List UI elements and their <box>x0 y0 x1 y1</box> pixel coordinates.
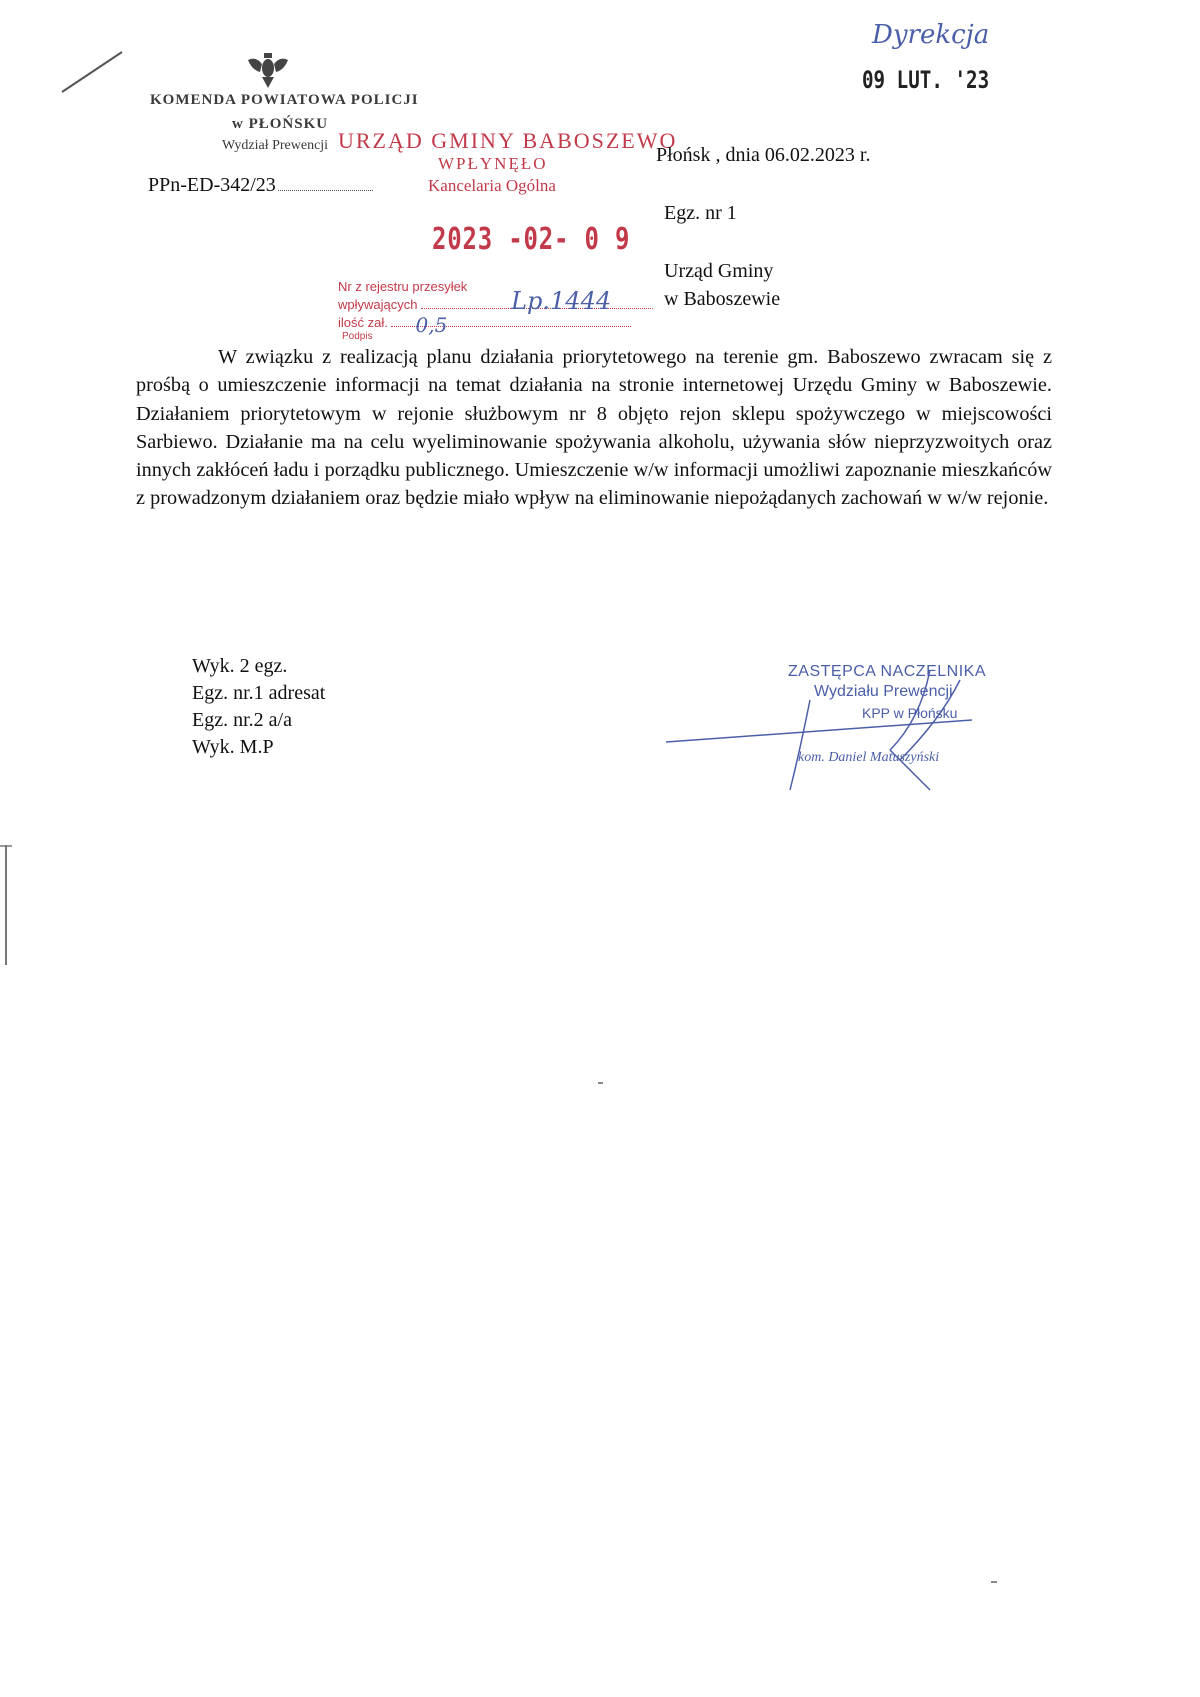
receipt-stamp-org: URZĄD GMINY BABOSZEWO <box>338 128 678 153</box>
copy-number: Egz. nr 1 <box>664 202 737 224</box>
attachments-value: 0,5 <box>415 313 448 337</box>
scan-speck <box>598 1082 603 1084</box>
signature-stamp-title: ZASTĘPCA NACZELNIKA <box>788 663 986 680</box>
pen-stroke-mark <box>58 48 128 98</box>
receipt-stamp-date: 2023 -02- 0 9 <box>432 222 631 257</box>
letter-body <box>136 343 1052 513</box>
footer-line-2: Egz. nr.1 adresat <box>192 682 326 704</box>
footer-line-1: Wyk. 2 egz. <box>192 655 288 677</box>
signature-stamp-city: KPP w Płońsku <box>862 705 958 721</box>
signature-label: Podpis <box>342 331 373 342</box>
reference-dots <box>278 190 373 191</box>
body-paragraph: W związku z realizacją planu działania priorytetowego na terenie gm. Baboszewo zwracam się z prośbą o umieszczenie informacji na temat działania na stronie internetowej Urzędu Gminy w Baboszewie. Działaniem priorytetowym w rejonie służbowym nr 8 objęto rejon sklepu spożywczego w miejscowości Sarbiewo. Działanie ma na celu wyeliminowanie spożywania alkoholu, używania słów nieprzyzwoitych oraz innych zakłóceń ładu i porządku publicznego. Umieszczenie w/w informacji umożliwi zapoznanie mieszkańców z prowadzonym działaniem oraz będzie miało wpływ na eliminowanie niepożądanych zachowań w w/w rejonie. <box>136 346 1052 510</box>
receipt-stamp-dept: Kancelaria Ogólna <box>428 176 556 195</box>
attachments-dots <box>391 313 631 337</box>
scan-edge-mark <box>0 845 12 965</box>
register-row <box>338 287 653 315</box>
receipt-stamp-incoming: WPŁYNĘŁO <box>438 154 548 173</box>
place-and-date: Płońsk , dnia 06.02.2023 r. <box>656 144 871 166</box>
police-unit-city: w PŁOŃSKU <box>232 116 329 132</box>
receipt-stamp-register <box>338 278 653 346</box>
signatory-name: kom. Daniel Matuszyński <box>798 750 940 765</box>
footer-line-4: Wyk. M.P <box>192 736 274 758</box>
addressee-line-2: w Baboszewie <box>664 288 781 310</box>
reference-number: PPn-ED-342/23 <box>148 174 276 196</box>
scan-speck <box>991 1581 997 1583</box>
addressee-line-1: Urząd Gminy <box>664 260 774 282</box>
police-unit-department: Wydział Prewencji <box>222 138 329 153</box>
register-label-1: Nr z rejestru przesyłek <box>338 279 468 294</box>
signature-scribble <box>660 660 980 800</box>
signature-stamp-dept: Wydziału Prewencji <box>814 683 953 700</box>
register-dots <box>421 287 653 315</box>
document-reference <box>148 174 373 197</box>
register-label-2: wpływających <box>338 297 418 312</box>
police-unit-name: KOMENDA POWIATOWA POLICJI <box>150 92 419 108</box>
footer-line-3: Egz. nr.2 a/a <box>192 709 292 731</box>
eagle-emblem-icon <box>246 52 290 90</box>
received-date-stamp: 09 LUT. '23 <box>862 66 990 94</box>
attachments-label: ilość zał. <box>338 315 388 330</box>
received-handwritten-note: Dyrekcja <box>872 20 990 50</box>
register-value: Lp.1444 <box>511 287 612 315</box>
